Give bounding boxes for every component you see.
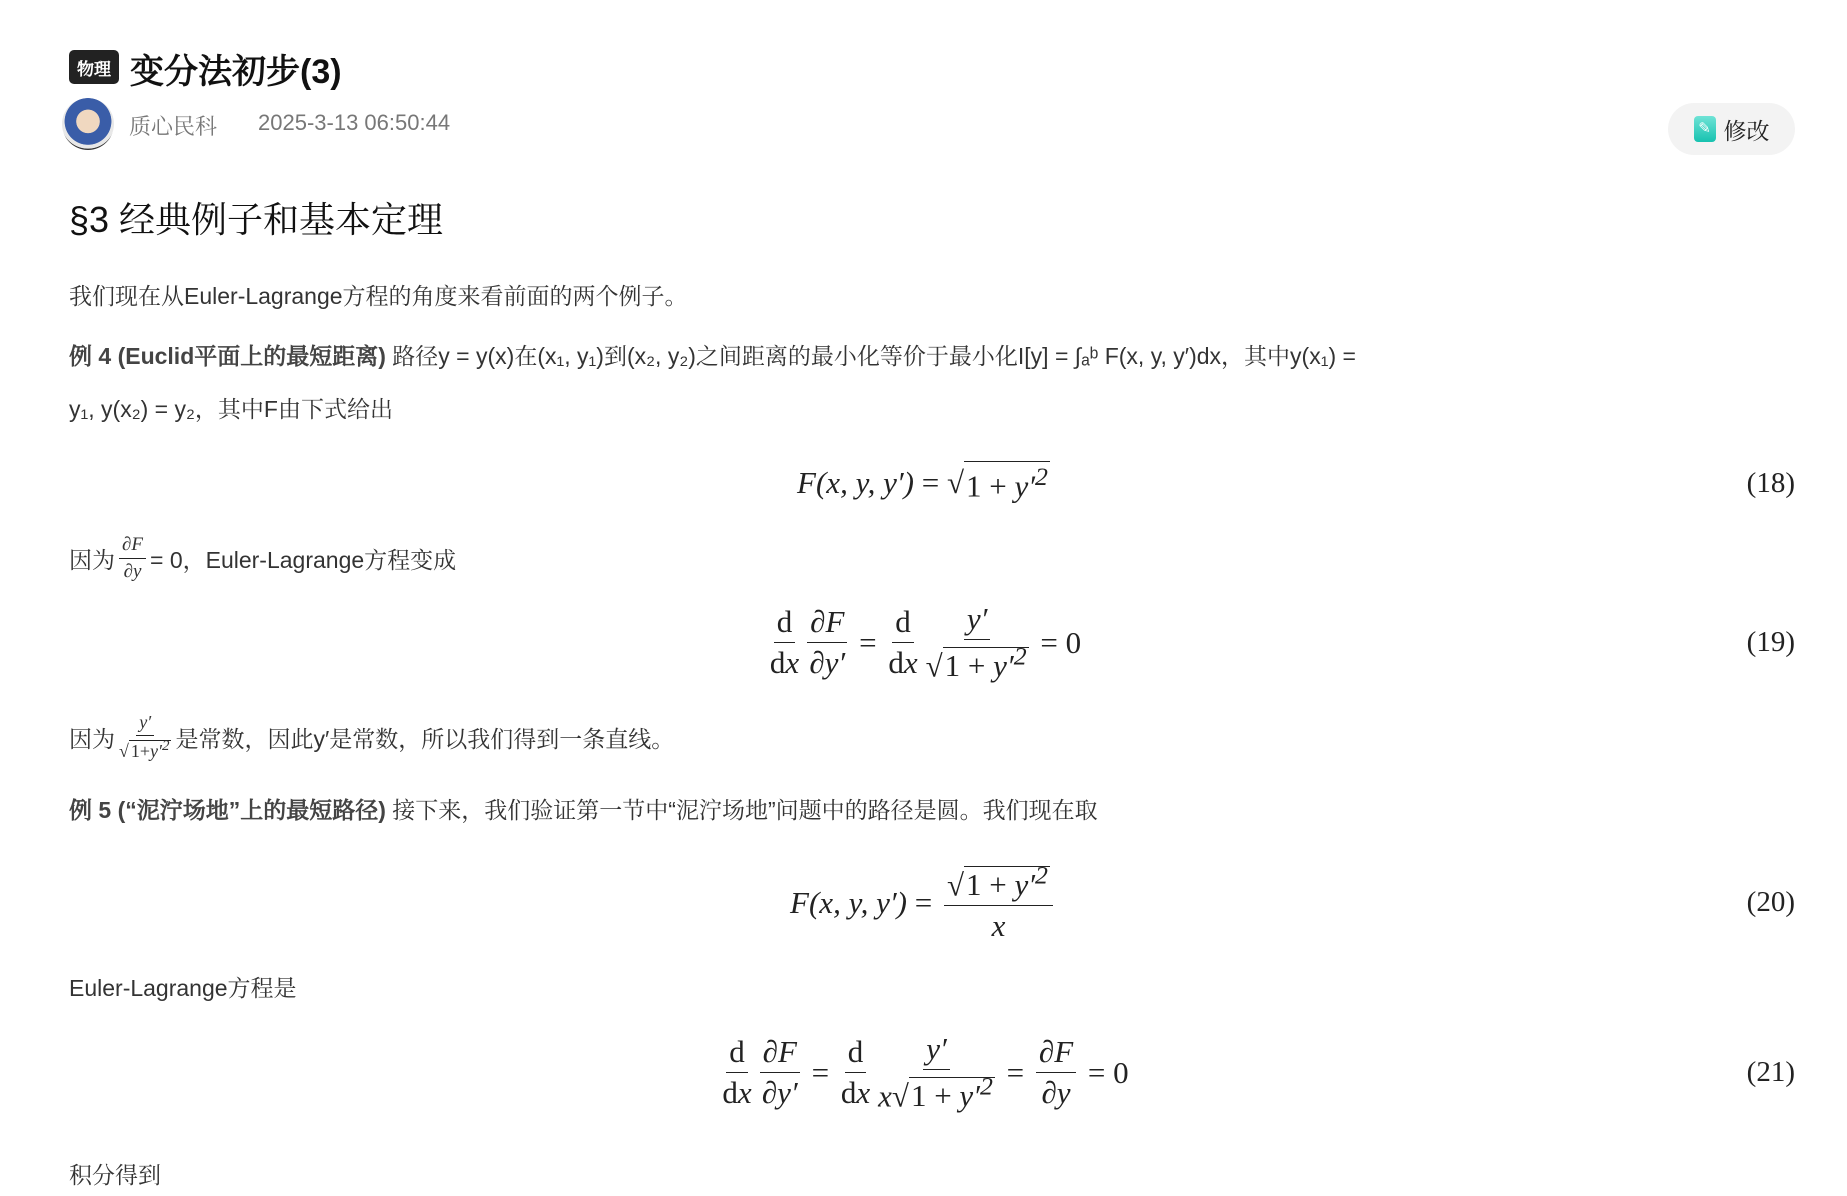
equation-number: (20) (1746, 886, 1795, 918)
section-heading: §3 经典例子和基本定理 (69, 199, 444, 240)
equation-19: $\frac{d}{dx}$ $\frac{\partial F}{\partial y'}$ = $\frac{d}{dx}$ $\frac{y'}{√1 + y'^2}$ = 0 (19) (769, 600, 1795, 684)
example-4-label: 例 4 (Euclid平面上的最短距离) (69, 343, 386, 369)
page-title: 变分法初步(3) (130, 53, 342, 91)
integrate-text: 积分得到 (69, 1162, 161, 1188)
example-5-text: 接下来，我们验证第一节中“泥泞场地”问题中的路径是圆。我们现在取 (385, 797, 1098, 823)
equation-18: F(x, y, y′) = √ $1 + y'^2$ (18) (797, 462, 1795, 504)
example-4-line1 (69, 338, 1356, 371)
because-2: 因为 $\frac{y'}{√ 1+y'^2}$ 是常数，因此y′是常数，所以我们得到一条直线。 (69, 712, 675, 761)
edit-label: 修改 (1723, 117, 1770, 144)
pencil-icon: ✎ (1694, 116, 1716, 142)
author-name[interactable]: 质心民科 (129, 114, 218, 139)
text: = 0，Euler-Lagrange方程变成 (150, 547, 457, 573)
equation-number: (19) (1746, 626, 1795, 658)
because-1: 因为 $\frac{\partial F}{\partial y}$ = 0，Euler-Lagrange方程变成 (69, 534, 457, 582)
equation-number: (21) (1746, 1056, 1795, 1088)
timestamp: 2025-3-13 06:50:44 (258, 110, 451, 135)
text: 因为 (69, 725, 115, 752)
el-equation-intro: Euler-Lagrange方程是 (69, 975, 297, 1001)
example-4-line2: y₁, y(x₂) = y₂，其中F由下式给出 (69, 396, 393, 422)
edit-button[interactable] (1668, 103, 1795, 155)
category-tag: 物理 (69, 50, 119, 84)
intro-paragraph: 我们现在从Euler-Lagrange方程的角度来看前面的两个例子。 (69, 283, 688, 309)
avatar[interactable] (62, 98, 114, 150)
example-4-text: 路径y = y(x)在(x₁, y₁)到(x₂, y₂)之间距离的最小化等价于最小化I[y] = ∫ₐᵇ F(x, y, y′)dx，其中y(x₁) = (385, 343, 1356, 369)
text: 因为 (69, 547, 115, 573)
example-5-label: 例 5 (“泥泞场地”上的最短路径) (69, 797, 386, 823)
equation-21: $\frac{d}{dx}$ $\frac{\partial F}{\partial y'}$ = $\frac{d}{dx}$ $\frac{y'}{x√1 + y'^2}$ = $\frac{\partial F}{\partial y}$ = 0 (21) (722, 1030, 1795, 1114)
text: 是常数，因此y′是常数，所以我们得到一条直线。 (175, 725, 675, 752)
example-5 (69, 792, 1098, 825)
equation-20: F(x, y, y′) = $\frac{√1 + y'^2}{x}$ (20) (790, 860, 1795, 944)
equation-number: (18) (1746, 466, 1795, 499)
